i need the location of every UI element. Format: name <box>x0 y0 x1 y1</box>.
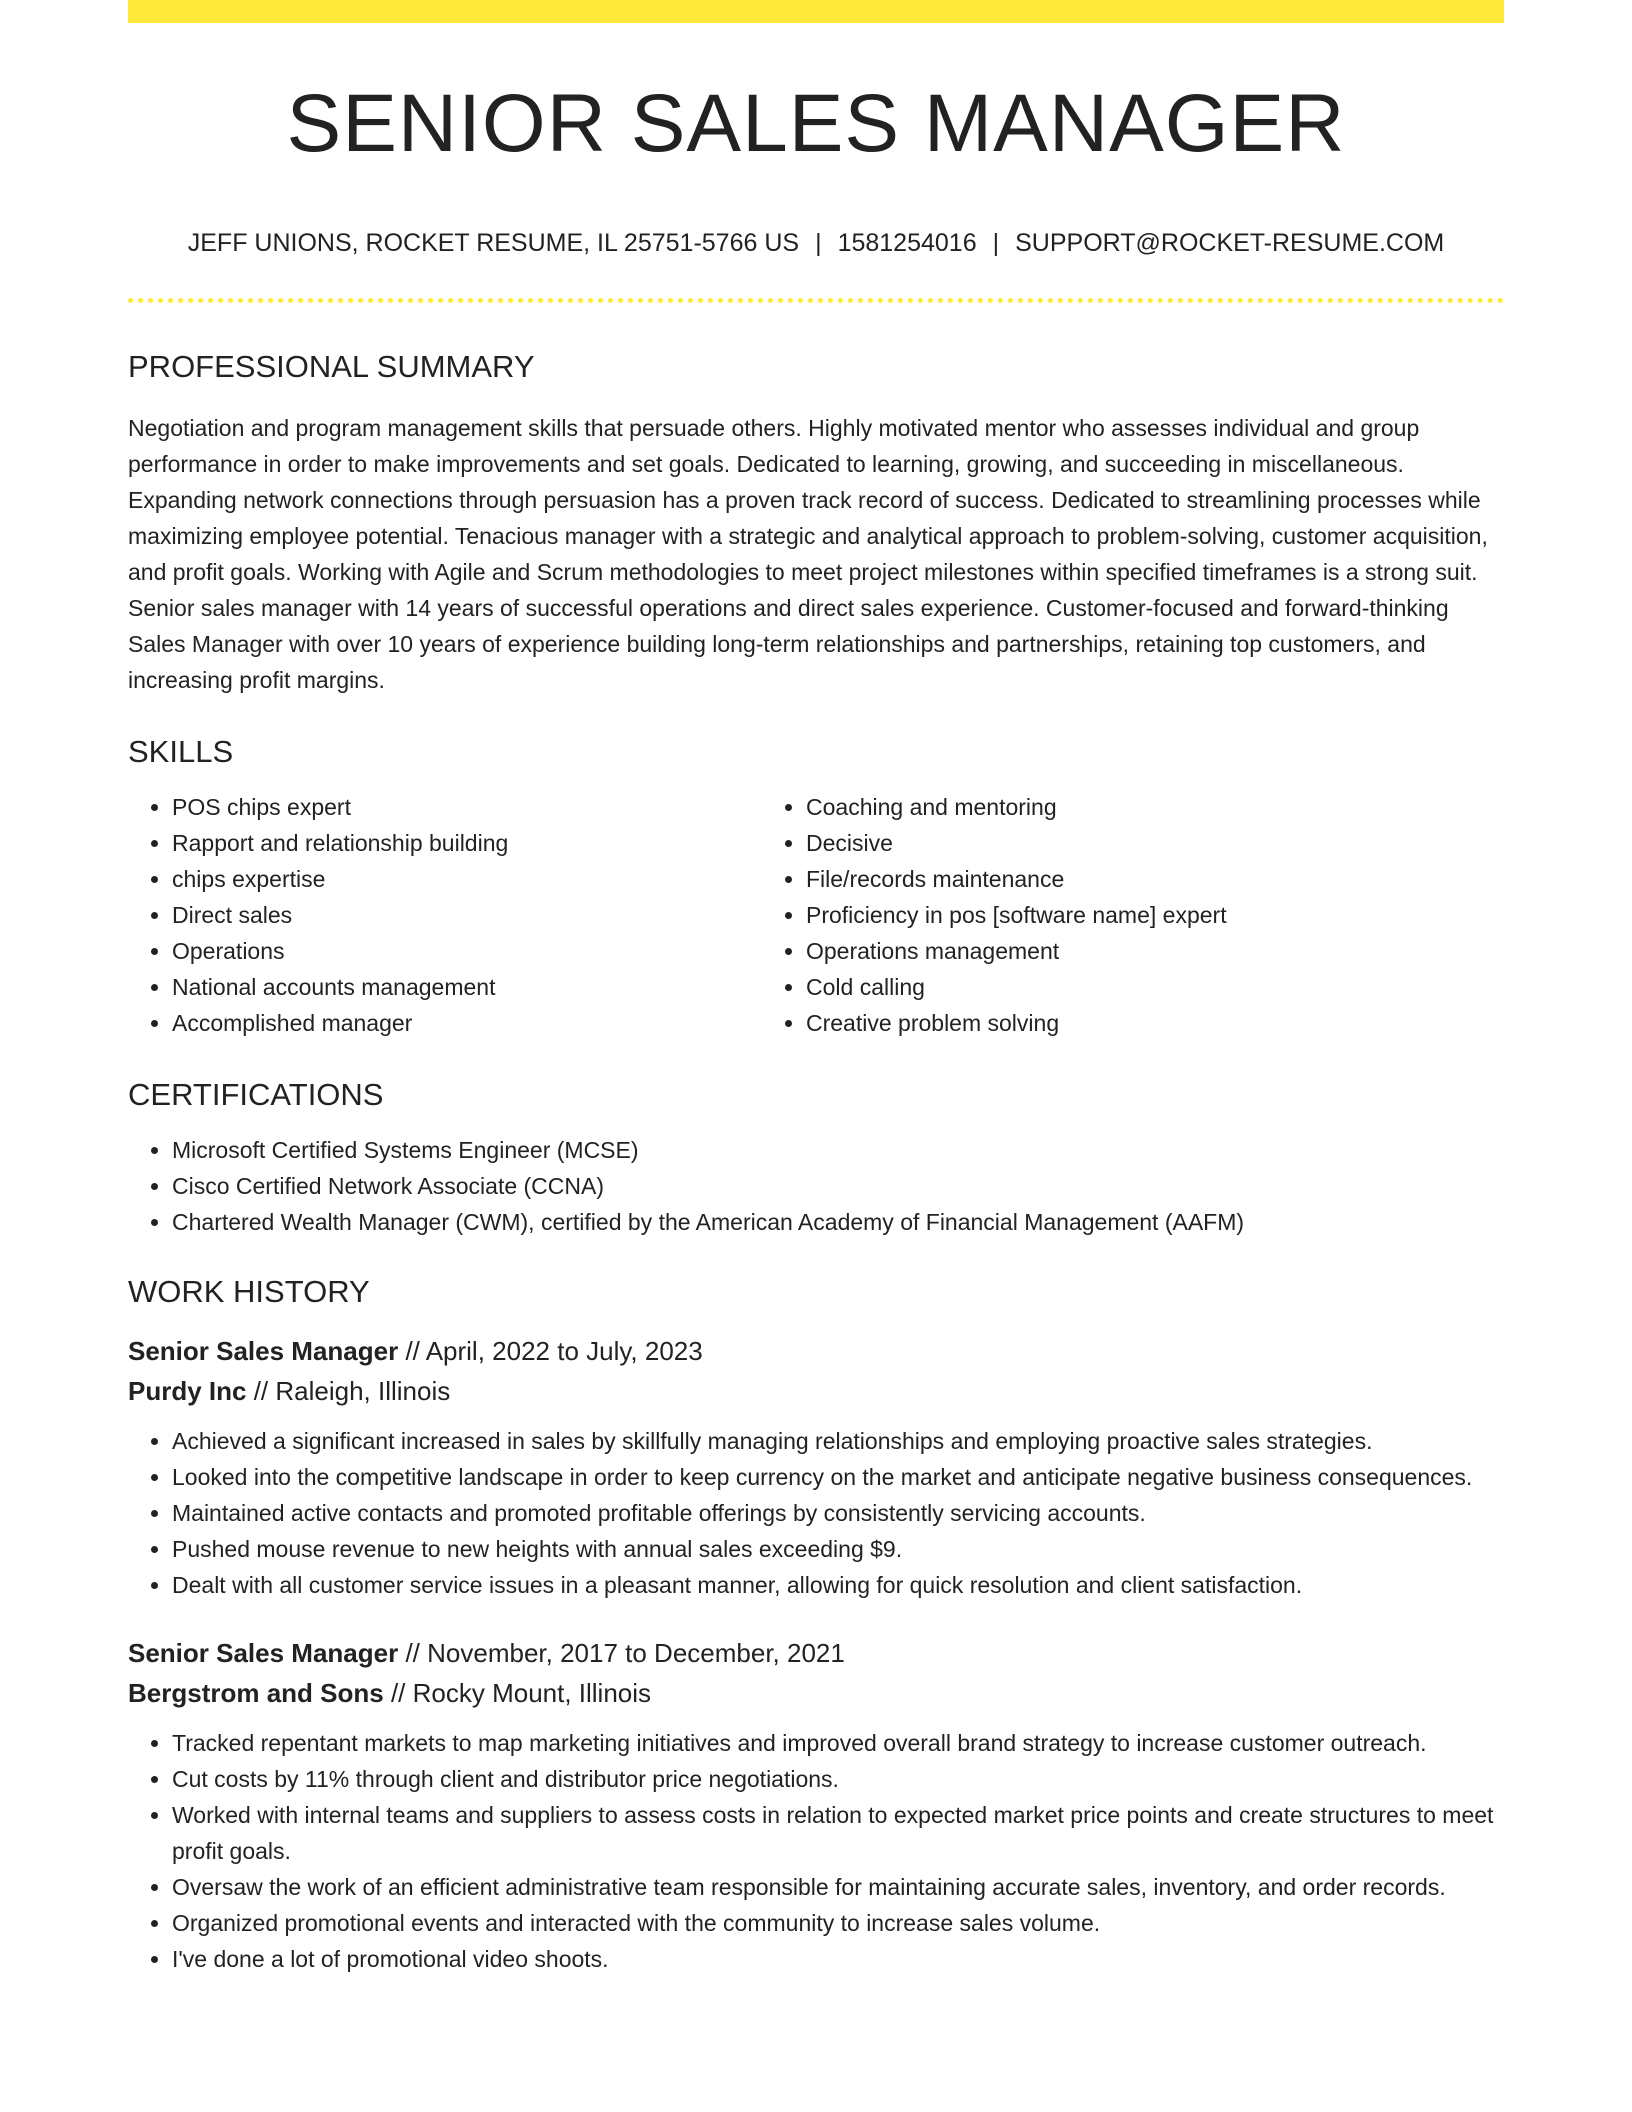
job-entry <box>128 1633 1504 1977</box>
job-location: // Raleigh, Illinois <box>246 1376 451 1406</box>
list-item: • Coaching and mentoring <box>806 789 1462 825</box>
skills-list-left <box>128 789 762 1041</box>
resume-page <box>128 0 1504 1977</box>
list-item: • Pushed mouse revenue to new heights with annual sales exceeding $9. <box>172 1531 1504 1567</box>
job-dates: // April, 2022 to July, 2023 <box>398 1336 703 1366</box>
list-item: • National accounts management <box>172 969 762 1005</box>
dotted-divider <box>128 298 1504 303</box>
summary-heading: PROFESSIONAL SUMMARY <box>128 349 535 384</box>
list-item: • Operations management <box>806 933 1462 969</box>
summary-text: Negotiation and program management skills that persuade others. Highly motivated mentor who assesses individual and group performance in order to make improvements and set goals. Dedicated to learning, growing, and succeeding in miscellaneous. Expanding network connections through persuasion has a proven track record of success. Dedicated to streamlining processes while maximizing employee potential. Tenacious manager with a strategic and analytical approach to problem-solving, customer acquisition, and profit goals. Working with Agile and Scrum methodologies to meet project milestones within specified timeframes is a strong suit. Senior sales manager with 14 years of successful operations and direct sales experience. Customer-focused and forward-thinking Sales Manager with over 10 years of experience building long-term relationships and partnerships, retaining top customers, and increasing profit margins. <box>128 415 1488 693</box>
list-item: • File/records maintenance <box>806 861 1462 897</box>
list-item: • POS chips expert <box>172 789 762 825</box>
list-item: • Decisive <box>806 825 1462 861</box>
list-item: • Chartered Wealth Manager (CWM), certified by the American Academy of Financial Management (AAFM) <box>172 1204 1504 1240</box>
list-item: • Organized promotional events and interacted with the community to increase sales volume. <box>172 1905 1504 1941</box>
skills-column-left <box>128 789 762 1041</box>
list-item: • Cut costs by 11% through client and distributor price negotiations. <box>172 1761 1504 1797</box>
list-item: • Maintained active contacts and promoted profitable offerings by consistently servicing accounts. <box>172 1495 1504 1531</box>
jobs-container <box>128 1331 1504 1977</box>
job-bullets <box>128 1423 1504 1603</box>
contact-line <box>128 229 1504 258</box>
list-item: • Proficiency in pos [software name] expert <box>806 897 1462 933</box>
job-company: Bergstrom and Sons <box>128 1678 384 1708</box>
job-company-line <box>128 1673 1504 1713</box>
job-bullets <box>128 1725 1504 1977</box>
list-item: • Direct sales <box>172 897 762 933</box>
list-item: • Microsoft Certified Systems Engineer (MCSE) <box>172 1132 1504 1168</box>
contact-separator: | <box>992 229 1000 257</box>
skills-heading: SKILLS <box>128 734 234 769</box>
job-title-line <box>128 1633 1504 1673</box>
list-item: • Looked into the competitive landscape in order to keep currency on the market and anticipate negative business consequences. <box>172 1459 1504 1495</box>
contact-email[interactable]: SUPPORT@ROCKET-RESUME.COM <box>1015 229 1445 257</box>
job-title-line <box>128 1331 1504 1371</box>
list-item: • Operations <box>172 933 762 969</box>
skills-grid <box>128 789 1504 1041</box>
job-title: Senior Sales Manager <box>128 1336 399 1366</box>
work-history-section <box>128 1276 1504 1977</box>
list-item: • Rapport and relationship building <box>172 825 762 861</box>
top-accent-bar <box>128 0 1504 23</box>
resume-title: SENIOR SALES MANAGER <box>286 78 1346 169</box>
job-header <box>128 1331 1504 1411</box>
job-company: Purdy Inc <box>128 1376 247 1406</box>
contact-separator: | <box>815 229 822 257</box>
job-header <box>128 1633 1504 1713</box>
list-item: • Accomplished manager <box>172 1005 762 1041</box>
list-item: • Tracked repentant markets to map marketing initiatives and improved overall brand strategy to increase customer outreach. <box>172 1725 1504 1761</box>
certifications-section <box>128 1079 1504 1240</box>
contact-phone: 1581254016 <box>837 229 977 257</box>
certifications-list <box>128 1132 1504 1240</box>
job-company-line <box>128 1371 1504 1411</box>
job-entry <box>128 1331 1504 1603</box>
list-item: • chips expertise <box>172 861 762 897</box>
work-history-heading: WORK HISTORY <box>128 1274 370 1309</box>
skills-list-right <box>762 789 1462 1041</box>
list-item: • Creative problem solving <box>806 1005 1462 1041</box>
skills-column-right <box>762 789 1462 1041</box>
contact-address: JEFF UNIONS, ROCKET RESUME, IL 25751-5766 US <box>187 229 800 257</box>
list-item: • I've done a lot of promotional video shoots. <box>172 1941 1504 1977</box>
skills-section <box>128 736 1504 1041</box>
job-title: Senior Sales Manager <box>128 1638 399 1668</box>
certifications-heading: CERTIFICATIONS <box>128 1077 384 1112</box>
summary-section <box>128 351 1504 698</box>
list-item: • Worked with internal teams and suppliers to assess costs in relation to expected market price points and create structures to meet profit goals. <box>172 1797 1504 1869</box>
list-item: • Cisco Certified Network Associate (CCNA) <box>172 1168 1504 1204</box>
list-item: • Dealt with all customer service issues in a pleasant manner, allowing for quick resolution and client satisfaction. <box>172 1567 1504 1603</box>
job-dates: // November, 2017 to December, 2021 <box>398 1638 845 1668</box>
job-location: // Rocky Mount, Illinois <box>383 1678 652 1708</box>
list-item: • Achieved a significant increased in sales by skillfully managing relationships and employing proactive sales strategies. <box>172 1423 1504 1459</box>
list-item: • Oversaw the work of an efficient administrative team responsible for maintaining accurate sales, inventory, and order records. <box>172 1869 1504 1905</box>
list-item: • Cold calling <box>806 969 1462 1005</box>
